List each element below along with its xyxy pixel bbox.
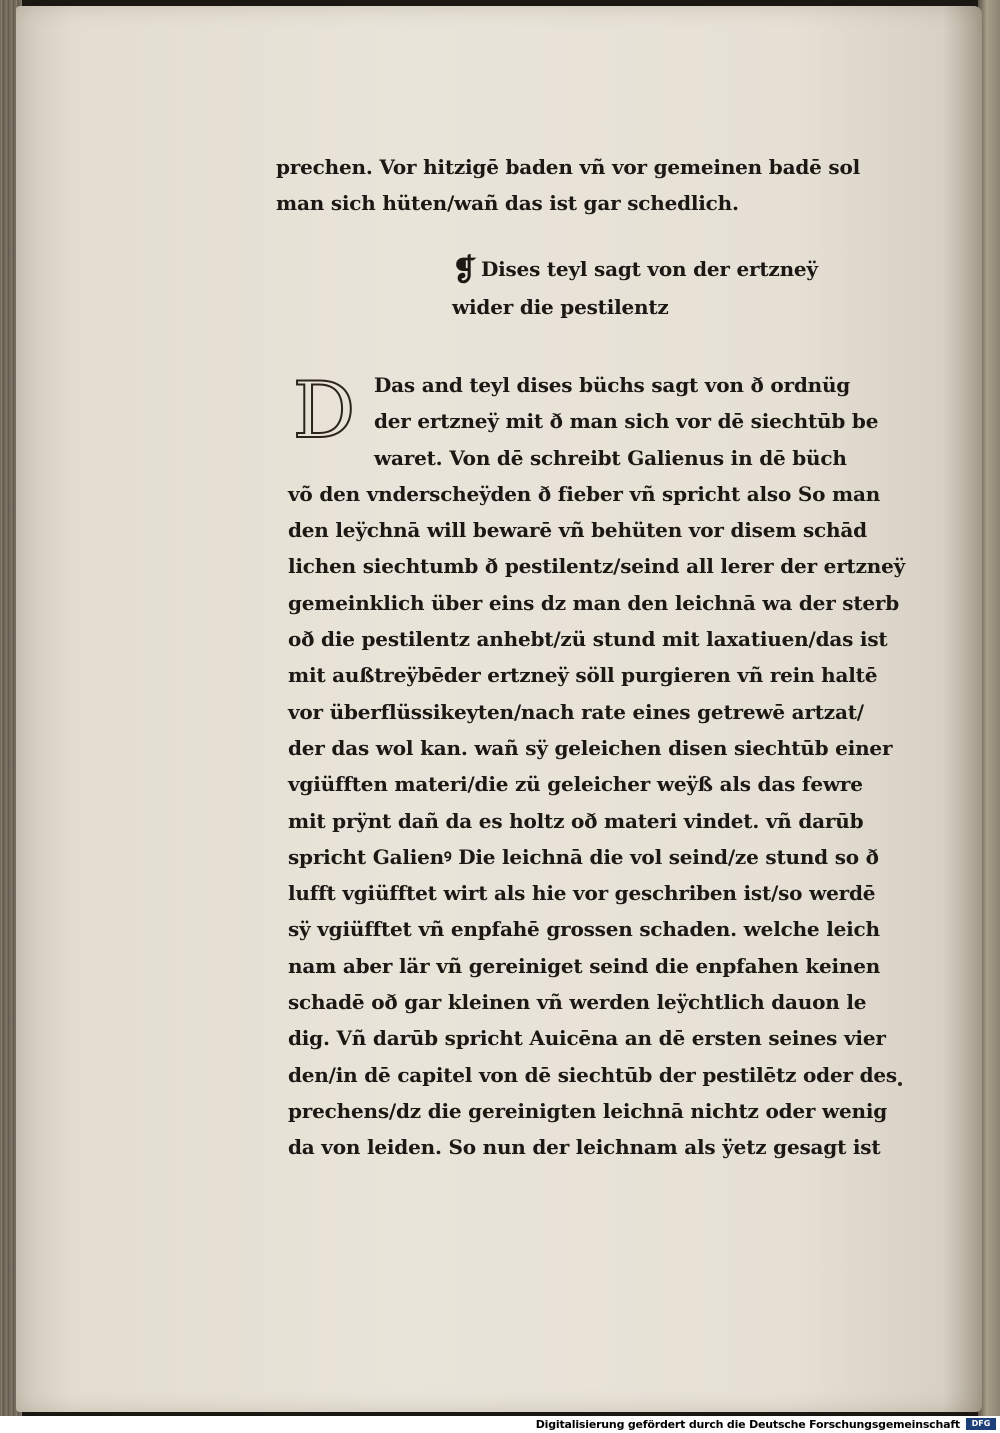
- footer-bar: [0, 1416, 1000, 1433]
- text-line: lufft vgiüfftet wirt als hie vor geschriben ist/so werdē: [288, 881, 876, 906]
- heading-text: Dises teyl sagt von der ertzneÿ: [480, 257, 818, 281]
- text-line: spricht Galienꝰ Die leichnā die vol seind/ze stund so ð: [288, 844, 879, 869]
- text-line: mit prÿnt dañ da es holtz oð materi vindet. vñ darūb: [288, 808, 864, 833]
- top-text-block: [276, 152, 876, 225]
- funding-credit: Digitalisierung gefördert durch die Deutsche Forschungsgemeinschaft: [535, 1418, 960, 1431]
- text-line: vor überflüssikeyten/nach rate eines getrewē artzat/: [288, 699, 864, 724]
- ink-dot: [898, 1082, 902, 1086]
- text-line: der ertzneÿ mit ð man sich vor dē siechtūb be: [374, 409, 879, 434]
- text-line: prechens/dz die gereinigten leichnā nichtz oder wenig: [288, 1098, 888, 1123]
- text-line: gemeinklich über eins dz man den leichnā wa der sterb: [288, 590, 900, 615]
- text-line: den leÿchnā will bewarē vñ behüten vor disem schād: [288, 518, 867, 543]
- text-line: man sich hüten/wañ das ist gar schedlich.: [276, 191, 739, 216]
- heading-line: wider die pestilentz: [452, 295, 669, 319]
- text-line: nam aber lär vñ gereiniget seind die enpfahen keinen: [288, 953, 881, 978]
- section-heading: [452, 254, 872, 330]
- text-line: lichen siechtumb ð pestilentz/seind all lerer der ertzneÿ: [288, 554, 906, 579]
- text-line: prechen. Vor hitzigē baden vñ vor gemeinen badē sol: [276, 155, 860, 179]
- text-line: der das wol kan. wañ sÿ geleichen disen siechtūb einer: [288, 735, 893, 760]
- text-line: dig. Vñ darūb spricht Auicēna an dē ersten seines vier: [288, 1026, 886, 1051]
- text-line: oð die pestilentz anhebt/zü stund mit laxatiuen/das ist: [288, 627, 888, 652]
- decorated-initial: D: [292, 366, 356, 456]
- heading-line: [452, 254, 872, 292]
- text-line: waret. Von dē schreibt Galienus in dē büch: [374, 445, 847, 470]
- text-line: Das and teyl dises büchs sagt von ð ordnüg: [374, 373, 851, 397]
- text-line: mit außtreÿbēder ertzneÿ söll purgieren vñ rein haltē: [288, 663, 878, 688]
- text-line: da von leiden. So nun der leichnam als ÿetz gesagt ist: [288, 1135, 881, 1160]
- body-text-block: [288, 366, 906, 1169]
- dfg-logo: DFG: [966, 1418, 996, 1430]
- text-line: võ den vnderscheÿden ð fieber vñ spricht also So man: [288, 481, 881, 506]
- paragraph-mark-icon: ❡: [452, 253, 477, 288]
- text-line: sÿ vgiüfftet vñ enpfahē grossen schaden. welche leich: [288, 917, 880, 942]
- text-line: vgiüfften materi/die zü geleicher weÿß als das fewre: [288, 772, 863, 797]
- text-line: den/in dē capitel von dē siechtūb der pestilētz oder des: [288, 1062, 897, 1087]
- text-line: schadē oð gar kleinen vñ werden leÿchtlich dauon le: [288, 990, 867, 1015]
